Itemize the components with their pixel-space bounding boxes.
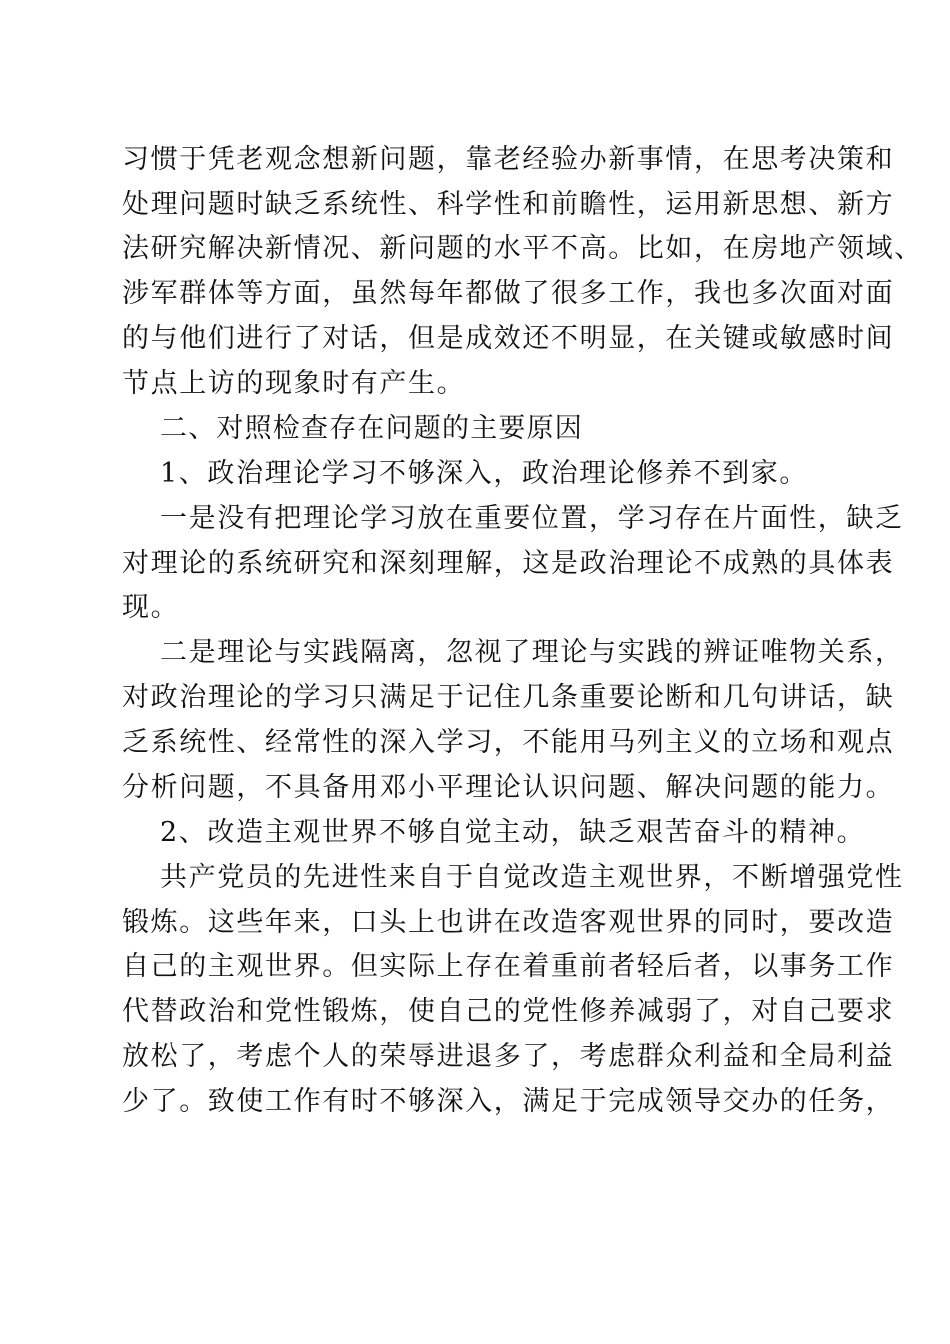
text-line: 对政治理论的学习只满足于记住几条重要论断和几句讲话，缺 [122,682,895,713]
text-line: 对理论的系统研究和深刻理解，这是政治理论不成熟的具体表 [122,548,895,579]
subsection-heading: 1、政治理论学习不够深入，政治理论修养不到家。 [160,458,808,489]
text-line: 涉军群体等方面，虽然每年都做了很多工作，我也多次面对面 [122,278,895,309]
text-line: 共产党员的先进性来自于自觉改造主观世界，不断增强党性 [160,862,904,893]
text-line: 节点上访的现象时有产生。 [122,368,466,399]
text-line: 代替政治和党性锻炼，使自己的党性修养减弱了，对自己要求 [122,996,895,1027]
text-line: 的与他们进行了对话，但是成效还不明显，在关键或敏感时间 [122,323,895,354]
text-line: 处理问题时缺乏系统性、科学性和前瞻性，运用新思想、新方 [122,189,895,220]
text-line: 放松了，考虑个人的荣辱进退多了，考虑群众利益和全局利益 [122,1041,895,1072]
text-line: 自己的主观世界。但实际上存在着重前者轻后者，以事务工作 [122,951,895,982]
text-line: 现。 [122,592,180,623]
text-line: 少了。致使工作有时不够深入，满足于完成领导交办的任务， [122,1086,895,1117]
text-line: 一是没有把理论学习放在重要位置，学习存在片面性，缺乏 [160,503,904,534]
text-line: 分析问题，不具备用邓小平理论认识问题、解决问题的能力。 [122,772,895,803]
text-line: 法研究解决新情况、新问题的水平不高。比如，在房地产领域、 [122,233,923,264]
text-line: 乏系统性、经常性的深入学习，不能用马列主义的立场和观点 [122,727,895,758]
text-line: 二是理论与实践隔离，忽视了理论与实践的辨证唯物关系， [160,637,904,668]
section-heading: 二、对照检查存在问题的主要原因 [160,413,583,444]
subsection-heading: 2、改造主观世界不够自觉主动，缺乏艰苦奋斗的精神。 [160,817,866,848]
text-line: 锻炼。这些年来，口头上也讲在改造客观世界的同时，要改造 [122,907,895,938]
text-line: 习惯于凭老观念想新问题，靠老经验办新事情，在思考决策和 [122,144,895,175]
